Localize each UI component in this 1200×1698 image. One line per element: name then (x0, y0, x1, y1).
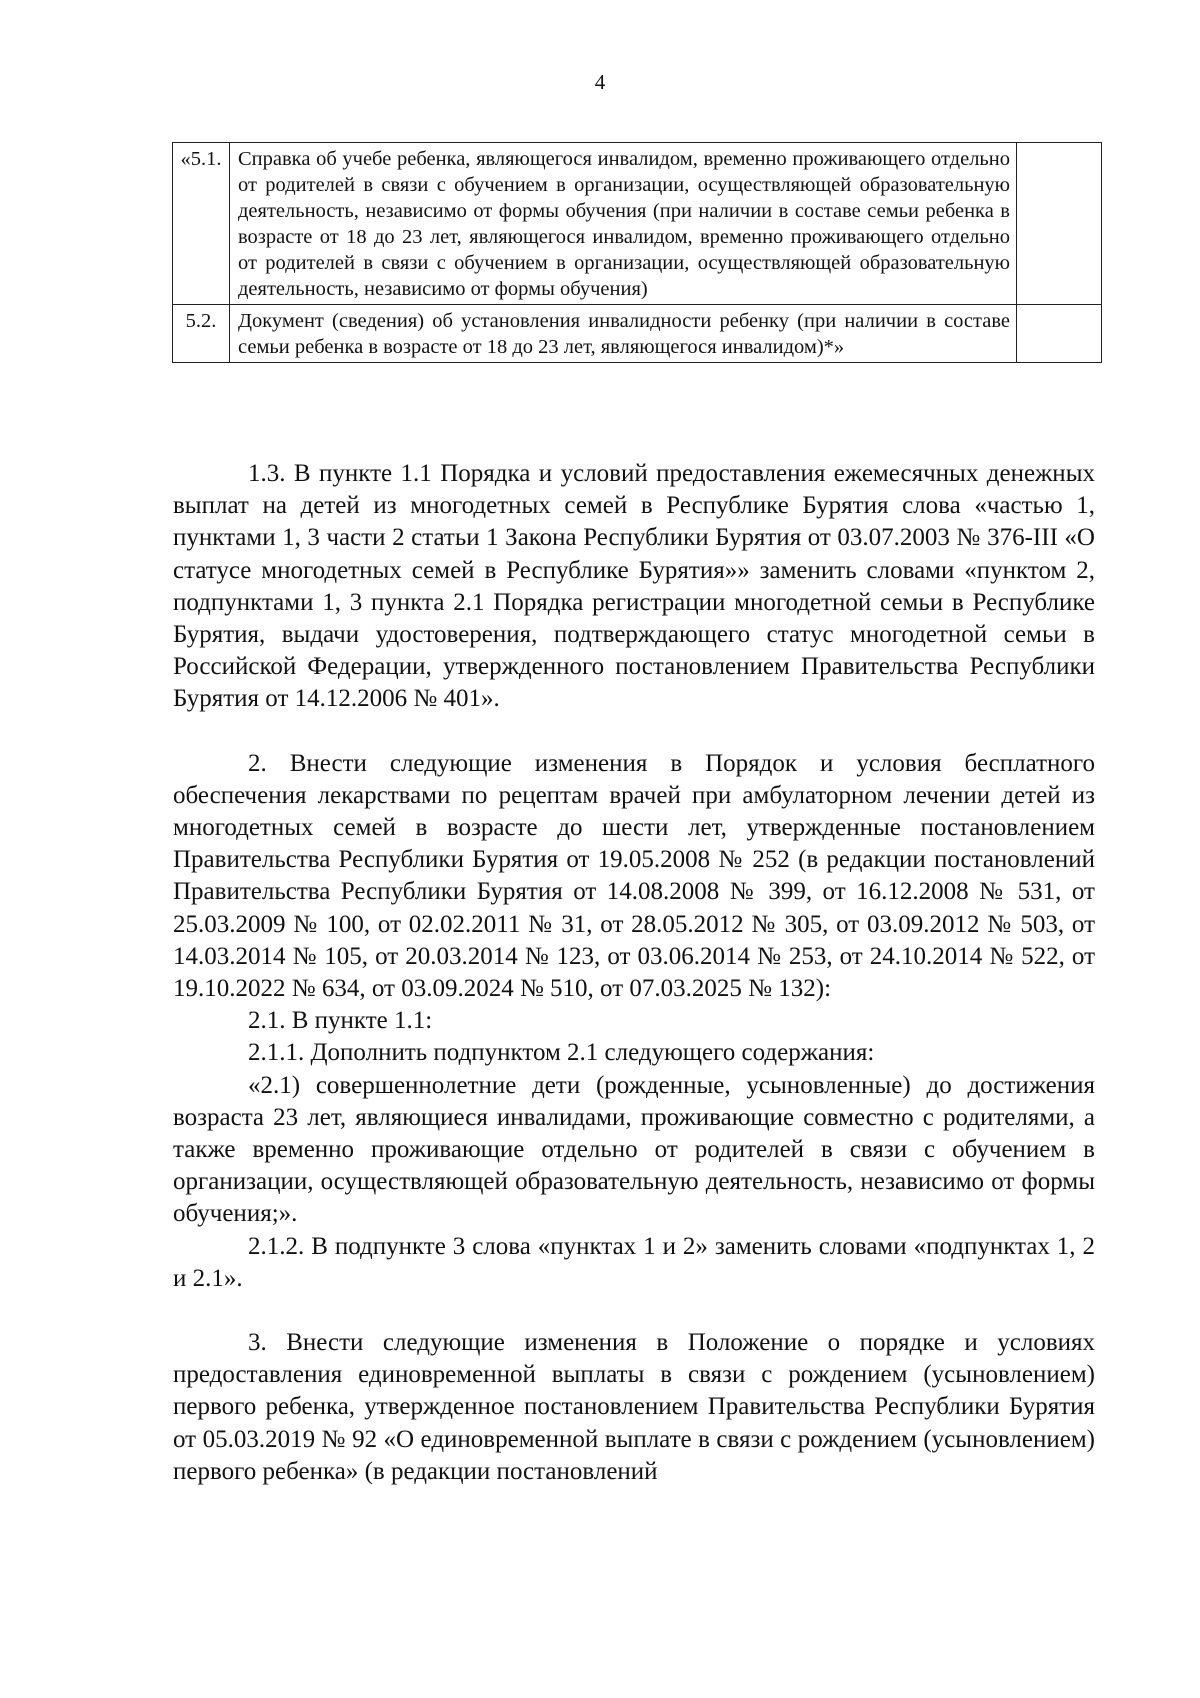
document-body (173, 458, 1095, 1488)
page-number: 4 (594, 70, 606, 94)
paragraph-3: 3. Внести следующие изменения в Положение о порядке и условиях предоставления единовременной выплаты в связи с рождением (усыновлением) первого ребенка, утвержденное постановлением Правительства Республики Бурятия от 05.03.2019 № 92 «О единовременной выплате в связи с рождением (усыновлением) первого ребенка» (в редакции постановлений (173, 1329, 1095, 1485)
paragraph-2-1-quote: «2.1) совершеннолетние дети (рожденные, усыновленные) до достижения возраста 23 лет, являющиеся инвалидами, проживающие совместно с родителями, а также временно проживающие отдельно от родителей в связи с обучением в организации, осуществляющей образовательную деятельность, независимо от формы обучения;». (173, 1071, 1095, 1228)
table-row (173, 143, 1102, 305)
paragraph-1-3: 1.3. В пункте 1.1 Порядка и условий предоставления ежемесячных денежных выплат на детей из многодетных семей в Республике Бурятия слова «частью 1, пунктами 1, 3 части 2 статьи 1 Закона Республики Бурятия от 03.07.2003 № 376-III «О статусе многодетных семей в Республике Бурятия»» заменить словами «пунктом 2, подпунктами 1, 3 пункта 2.1 Порядка регистрации многодетной семьи в Республике Бурятия, выдачи удостоверения, подтверждающего статус многодетной семьи в Российской Федерации, утвержденного постановлением Правительства Республики Бурятия от 14.12.2006 № 401». (173, 460, 1095, 713)
row-number: 5.2. (173, 305, 230, 363)
paragraph-2: 2. Внести следующие изменения в Порядок и условия бесплатного обеспечения лекарствами по рецептам врачей при амбулаторном лечении детей из многодетных семей в возрасте до шести лет, утвержденные постановлением Правительства Республики Бурятия от 19.05.2008 № 252 (в редакции постановлений Правительства Республики Бурятия от 14.08.2008 № 399, от 16.12.2008 № 531, от 25.03.2009 № 100, от 02.02.2011 № 31, от 28.05.2012 № 305, от 03.09.2012 № 503, от 14.03.2014 № 105, от 20.03.2014 № 123, от 03.06.2014 № 253, от 24.10.2014 № 522, от 19.10.2022 № 634, от 03.09.2024 № 510, от 07.03.2025 № 132): (173, 749, 1095, 1003)
paragraph-2-1: 2.1. В пункте 1.1: (248, 1007, 433, 1035)
row-extra-cell (1017, 305, 1102, 363)
table-row (173, 305, 1102, 363)
row-number: «5.1. (173, 143, 230, 305)
row-text: Справка об учебе ребенка, являющегося инвалидом, временно проживающего отдельно от родителей в связи с обучением в организации, осуществляющей образовательную деятельность, независимо от формы обучения (при наличии в составе семьи ребенка в возрасте от 18 до 23 лет, являющегося инвалидом, временно проживающего отдельно от родителей в связи с обучением в организации, осуществляющей образовательную деятельность, независимо от формы обучения) (230, 143, 1017, 305)
paragraph-2-1-1: 2.1.1. Дополнить подпунктом 2.1 следующего содержания: (248, 1039, 875, 1067)
row-text: Документ (сведения) об установления инвалидности ребенку (при наличии в составе семьи ребенка в возрасте от 18 до 23 лет, являющегося инвалидом)*» (230, 305, 1017, 363)
documents-table (172, 142, 1102, 363)
paragraph-2-1-2: 2.1.2. В подпункте 3 слова «пунктах 1 и 2» заменить словами «подпунктах 1, 2 и 2.1». (173, 1232, 1095, 1292)
row-extra-cell (1017, 143, 1102, 305)
